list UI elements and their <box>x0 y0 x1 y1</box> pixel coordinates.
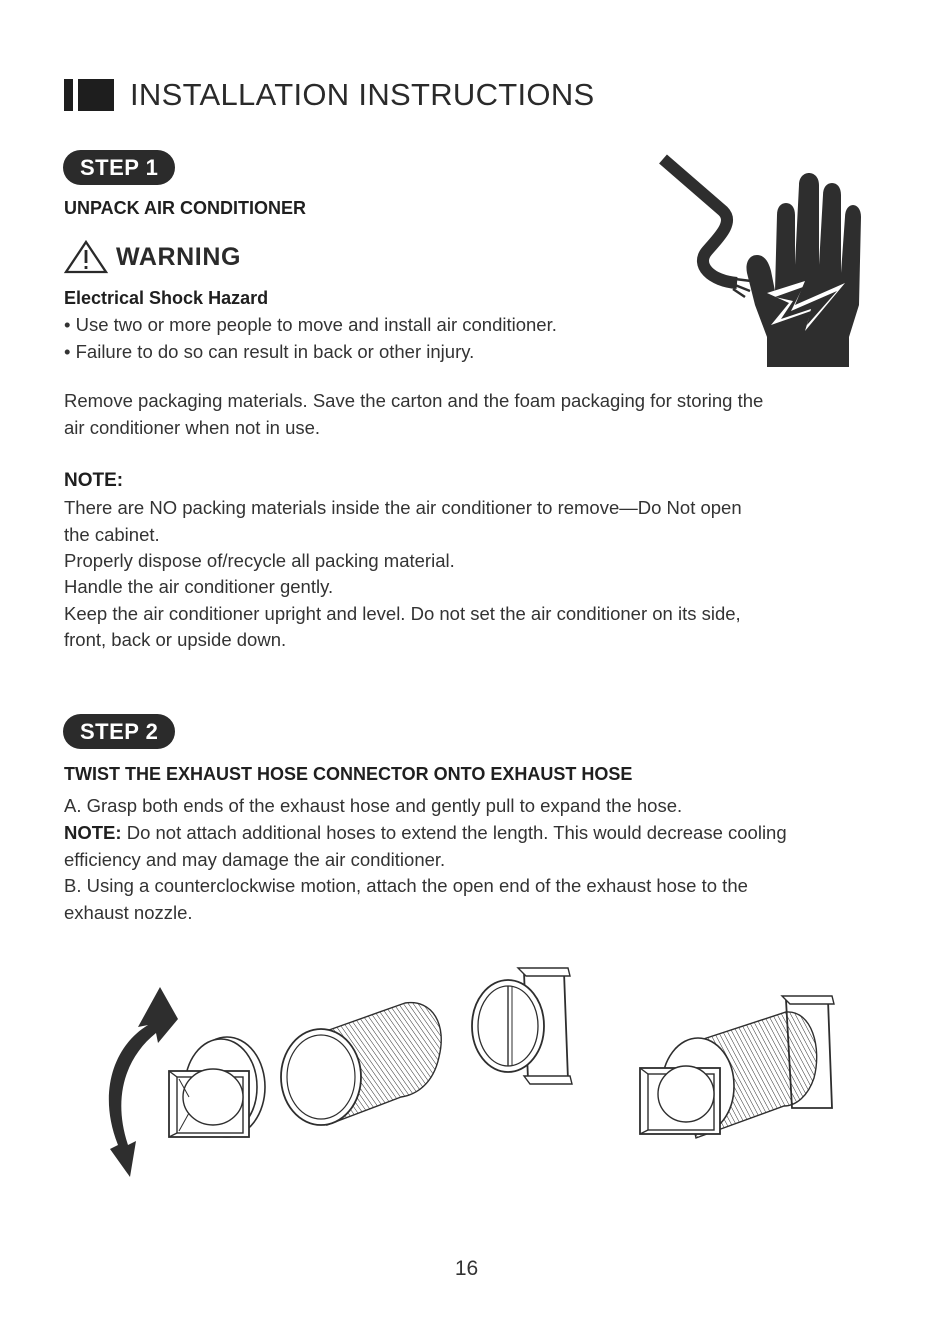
page-title: INSTALLATION INSTRUCTIONS <box>130 77 595 112</box>
warning-subtitle: Electrical Shock Hazard <box>64 288 269 308</box>
exhaust-nozzle-icon <box>165 1035 270 1145</box>
note-line: the cabinet. <box>64 524 160 545</box>
warning-triangle-icon <box>64 240 108 274</box>
header-bar-decoration <box>64 79 73 111</box>
step-1-badge: STEP 1 <box>63 150 175 185</box>
step-2-heading: TWIST THE EXHAUST HOSE CONNECTOR ONTO EXHAUST HOSE <box>64 764 633 784</box>
step-2-note-label: NOTE: <box>64 822 122 843</box>
step-1-paragraph: Remove packaging materials. Save the carton and the foam packaging for storing the <box>64 390 764 411</box>
exhaust-hose-icon <box>275 995 450 1130</box>
step-2-note-text: Do not attach additional hoses to extend the length. This would decrease cooling <box>121 822 787 843</box>
assembled-hose-icon <box>636 988 841 1143</box>
step-2-note <box>64 820 787 847</box>
note-line: front, back or upside down. <box>64 629 287 650</box>
window-adaptor-icon <box>468 962 576 1087</box>
step-2-line-b: exhaust nozzle. <box>64 902 193 923</box>
note-label: NOTE: <box>64 470 124 491</box>
page-header <box>64 78 595 112</box>
header-block-decoration <box>78 79 114 111</box>
note-line: There are NO packing materials inside the air conditioner to remove—Do Not open <box>64 497 742 518</box>
warning-title: WARNING <box>116 242 242 271</box>
step-1-heading: UNPACK AIR CONDITIONER <box>64 198 306 218</box>
note-line: Handle the air conditioner gently. <box>64 576 334 597</box>
warning-banner <box>64 240 241 274</box>
step-2-badge: STEP 2 <box>63 714 175 749</box>
page-number: 16 <box>454 1257 479 1280</box>
electric-shock-hand-icon <box>655 155 865 370</box>
note-line: Keep the air conditioner upright and level. Do not set the air conditioner on its side, <box>64 603 741 624</box>
note-line: Properly dispose of/recycle all packing material. <box>64 550 455 571</box>
step-1-paragraph: air conditioner when not in use. <box>64 417 321 438</box>
step-2-line-b: B. Using a counterclockwise motion, attach the open end of the exhaust hose to the <box>64 875 748 896</box>
warning-bullet: • Use two or more people to move and install air conditioner. <box>64 314 557 335</box>
warning-bullet: • Failure to do so can result in back or other injury. <box>64 341 475 362</box>
step-2-line-a: A. Grasp both ends of the exhaust hose and gently pull to expand the hose. <box>64 795 683 816</box>
step-2-note-line: efficiency and may damage the air conditioner. <box>64 849 446 870</box>
